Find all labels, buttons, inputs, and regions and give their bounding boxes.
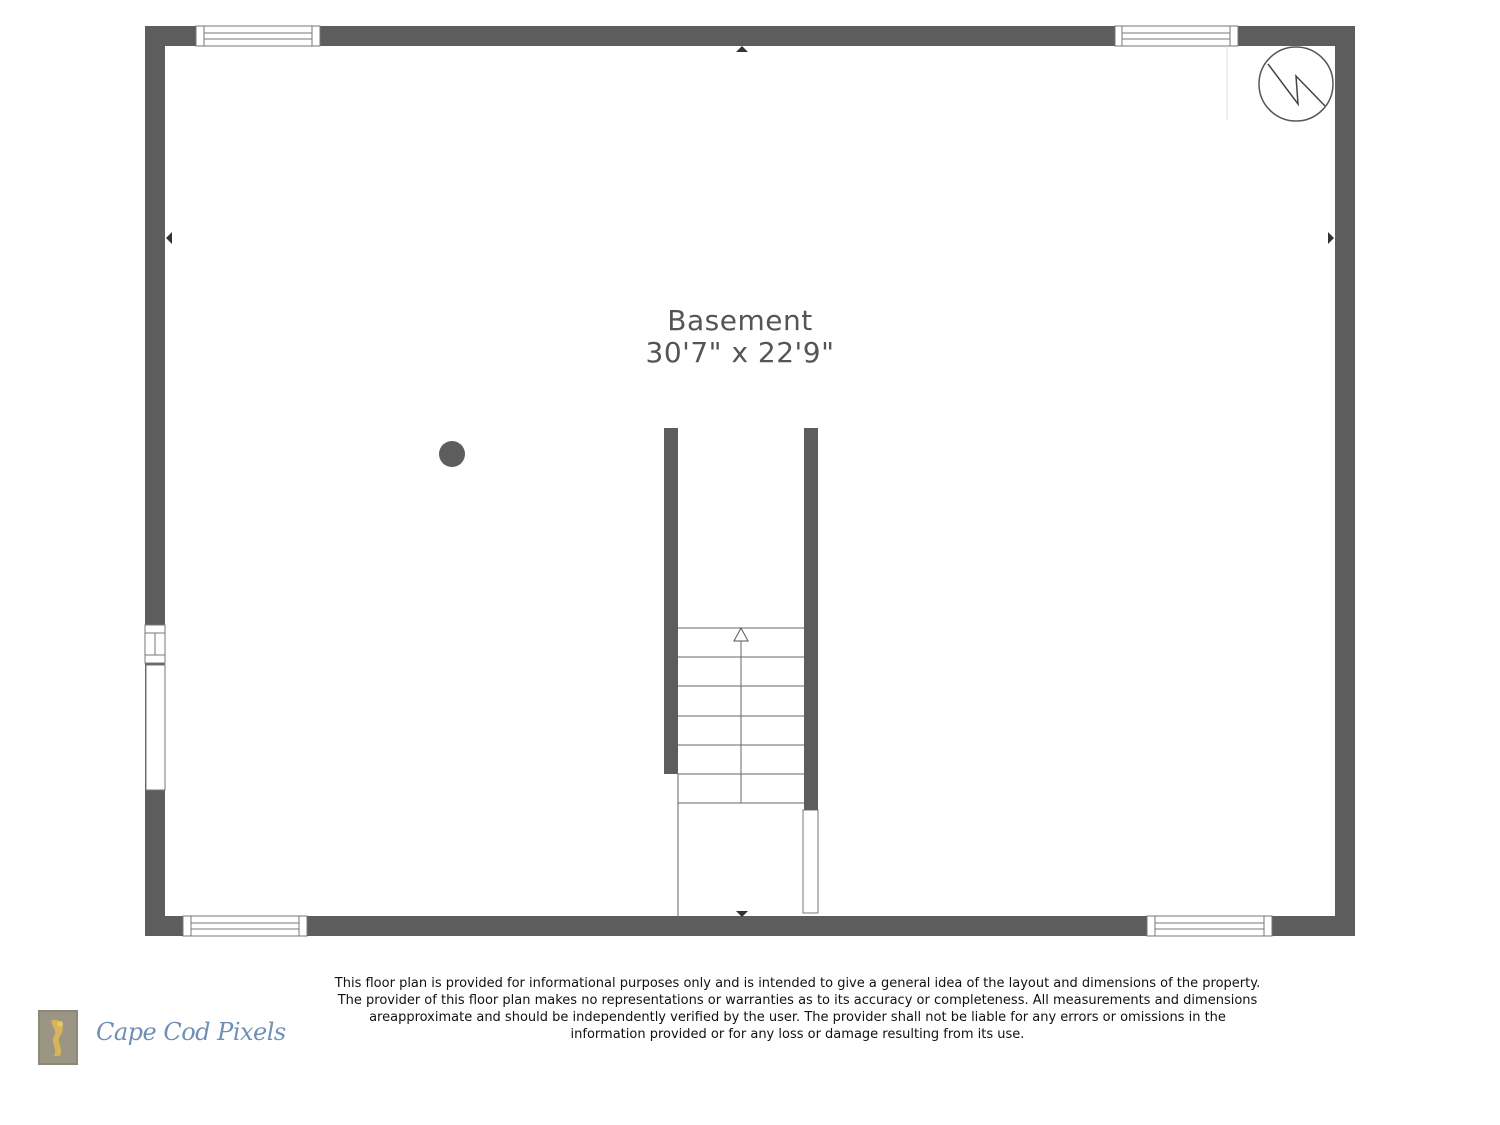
room-name: Basement [667,304,813,337]
stair-wall-left [664,428,678,774]
room-dimensions: 30'7" x 22'9" [645,336,835,369]
brand-name: Cape Cod Pixels [96,1018,286,1046]
dimension-marker-icon [166,232,172,244]
window-top-right [1115,26,1238,46]
stair-arrow-icon [734,628,748,641]
stair-wall-right [804,428,818,810]
door-bottom [803,810,818,913]
door-left [146,665,165,790]
window-left-small [145,625,165,663]
window-top-left [196,26,320,46]
wall-right [1335,26,1355,936]
window-bottom-left [183,916,307,936]
window-bottom-right [1147,916,1272,936]
compass-icon [1227,46,1333,121]
dimension-marker-icon [736,46,748,52]
brand-logo-icon [38,1010,78,1065]
column-icon [439,441,465,467]
wall-left [145,26,165,936]
dimension-marker-icon [1328,232,1334,244]
staircase [678,628,804,916]
disclaimer-text: This floor plan is provided for informational purposes only and is intended to give a general idea of the layout and dimensions of the property. The provider of this floor plan makes no representations or warranties as to its accuracy or completeness. All measurements and dimensions areapproximate and should be independently verified by the user. The provider shall not be liable for any errors or omissions in the information provided or for any loss or damage resulting from its use. [334,976,1261,1042]
